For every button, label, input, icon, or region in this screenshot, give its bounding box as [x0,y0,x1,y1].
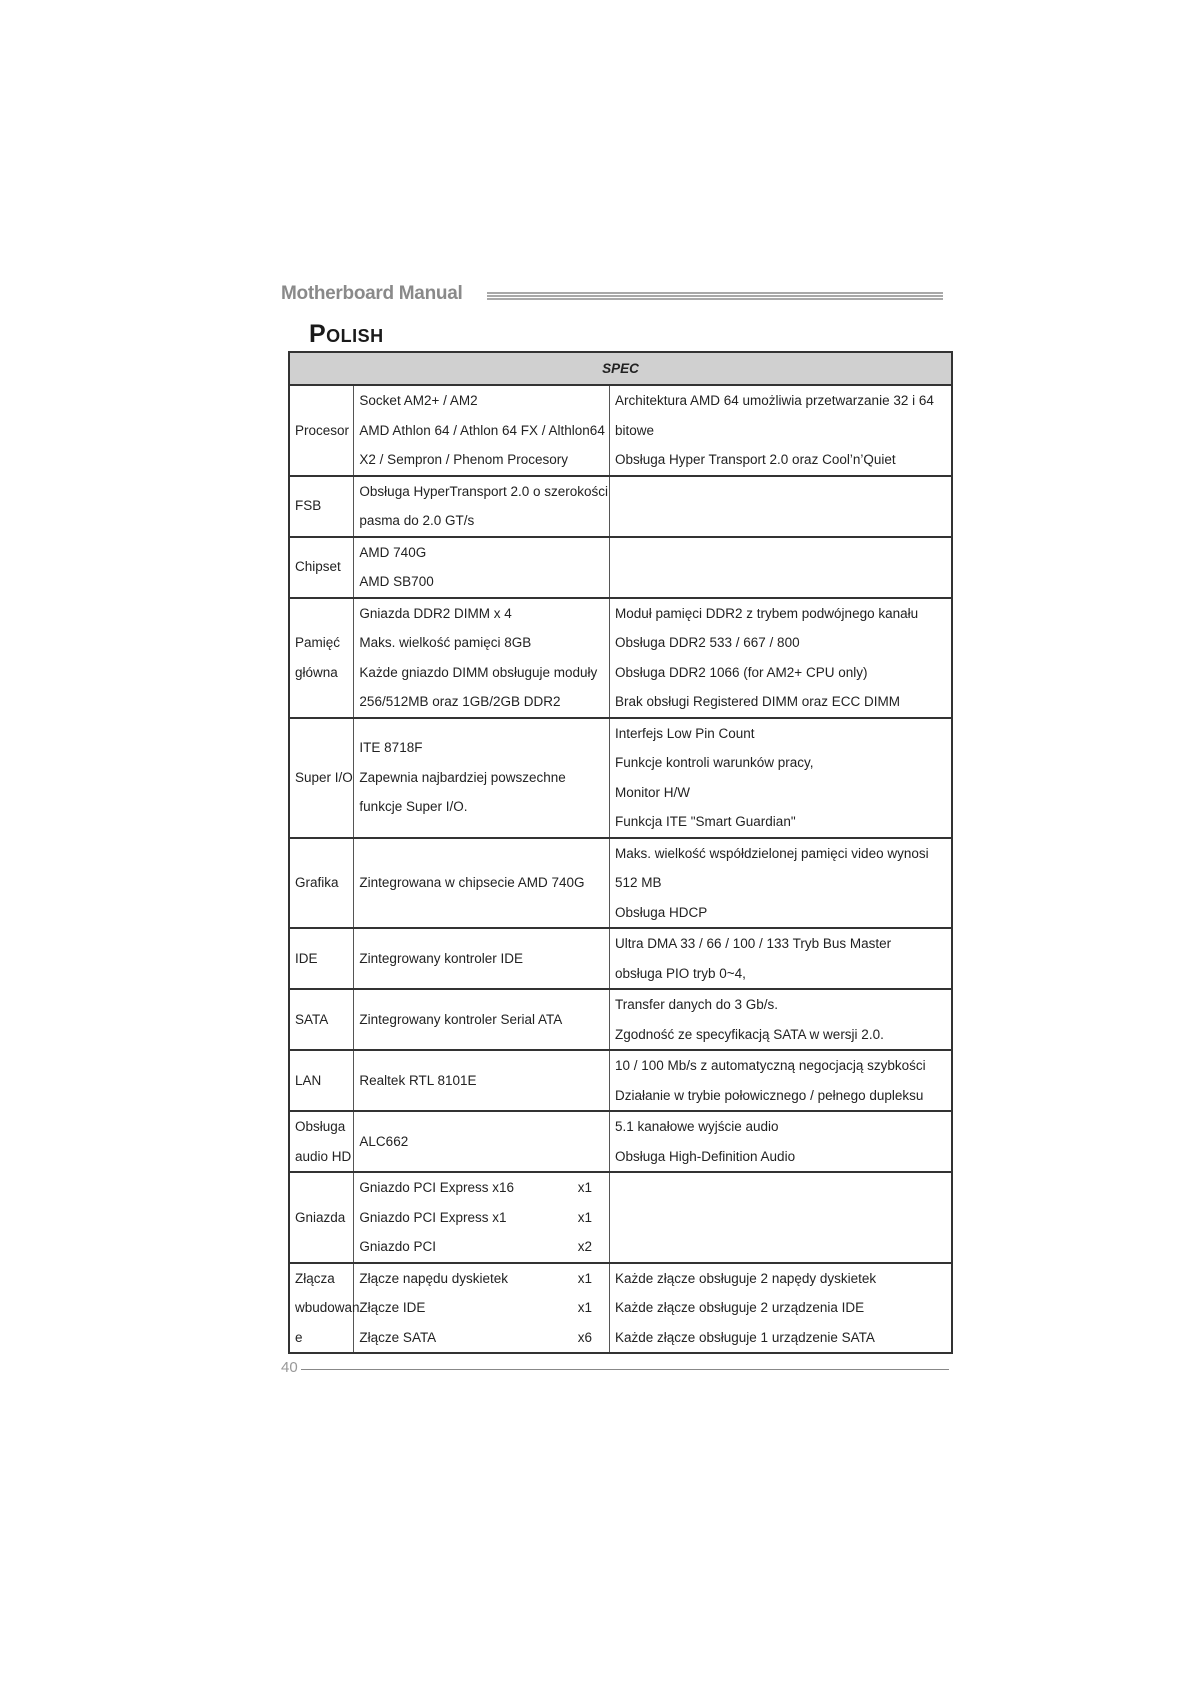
spec-label-line: Obsługa [295,1119,346,1134]
spec-item-qty: x6 [577,1329,592,1345]
spec-feature-cell [354,476,610,537]
spec-detail-line: Funkcja ITE "Smart Guardian" [614,814,796,829]
spec-feature-line: Gniazda DDR2 DIMM x 4 [359,605,512,621]
spec-feature-line: Maks. wielkość pamięci 8GB [359,635,532,650]
spec-feature-cell [354,718,610,838]
spec-detail-line: Brak obsługi Registered DIMM oraz ECC DIMM [614,694,901,709]
spec-detail-line: Obsługa Hyper Transport 2.0 oraz Cool’n’Quiet [614,452,896,467]
spec-label-line: audio HD [295,1148,352,1164]
spec-label-line: LAN [295,1072,322,1088]
spec-heading: SPEC [289,352,952,385]
spec-item-qty: x1 [577,1209,592,1225]
spec-label-line: Chipset [295,559,341,575]
spec-detail-line: Każde złącze obsługuje 1 urządzenie SATA [614,1329,875,1345]
spec-detail-cell [609,1263,952,1354]
spec-feature-cell [354,1172,610,1263]
spec-label-line: e [295,1329,303,1345]
spec-body [289,385,952,1353]
spec-item-name: Gniazdo PCI Express x16 [359,1180,514,1195]
spec-row [289,598,952,718]
spec-feature-line: Zintegrowany kontroler IDE [359,950,523,966]
spec-feature-cell [354,838,610,929]
spec-row [289,476,952,537]
spec-item [359,1293,604,1323]
spec-detail-line: 512 MB [614,875,662,890]
spec-label-cell [289,838,354,929]
spec-feature-line: AMD SB700 [359,574,434,589]
spec-detail-cell [609,1111,952,1172]
spec-detail-line: Moduł pamięci DDR2 z trybem podwójnego kanału [614,605,919,621]
spec-label-line: Gniazda [295,1209,346,1225]
spec-detail-line: Ultra DMA 33 / 66 / 100 / 133 Tryb Bus Master [614,936,892,951]
spec-feature-line: Realtek RTL 8101E [359,1072,477,1088]
spec-feature-cell [354,989,610,1050]
spec-row [289,1111,952,1172]
spec-label-cell [289,476,354,537]
spec-row [289,838,952,929]
spec-label-line: Grafika [295,875,339,890]
spec-feature-cell [354,1050,610,1111]
spec-row [289,718,952,838]
spec-detail-line: Obsługa DDR2 533 / 667 / 800 [614,635,800,650]
spec-label-cell [289,385,354,476]
spec-label-cell [289,598,354,718]
spec-feature-line: Obsługa HyperTransport 2.0 o szerokości [359,483,609,499]
spec-detail-line: obsługa PIO tryb 0~4, [614,965,746,981]
spec-detail-cell [609,1172,952,1263]
spec-row [289,1050,952,1111]
spec-row [289,928,952,989]
spec-feature-line: Socket AM2+ / AM2 [359,393,478,408]
spec-header-row [289,352,952,385]
spec-item-name: Gniazdo PCI Express x1 [359,1209,507,1225]
spec-feature-cell [354,1111,610,1172]
spec-item [359,1173,604,1203]
spec-detail-line: Każde złącze obsługuje 2 napędy dyskietek [614,1270,877,1286]
spec-detail-cell [609,989,952,1050]
spec-detail-line: 10 / 100 Mb/s z automatyczną negocjacją szybkości [614,1058,926,1073]
spec-detail-line: Interfejs Low Pin Count [614,725,755,741]
spec-row [289,1263,952,1354]
spec-feature-line: X2 / Sempron / Phenom Procesory [359,452,569,467]
spec-label-cell [289,1172,354,1263]
spec-detail-line: Obsługa HDCP [614,904,708,920]
spec-label-line: IDE [295,950,318,966]
spec-detail-line: Maks. wielkość współdzielonej pamięci video wynosi [614,845,929,861]
spec-detail-line: Każde złącze obsługuje 2 urządzenia IDE [614,1300,865,1315]
spec-detail-line: Monitor H/W [614,784,690,800]
spec-detail-cell [609,838,952,929]
spec-feature-cell [354,1263,610,1354]
spec-item-name: Złącze SATA [359,1329,437,1345]
spec-feature-line: pasma do 2.0 GT/s [359,513,475,528]
spec-item [359,1323,604,1353]
spec-label-line: SATA [295,1011,329,1027]
spec-detail-line: Transfer danych do 3 Gb/s. [614,997,779,1012]
spec-detail-cell [609,928,952,989]
spec-detail-line: 5.1 kanałowe wyjście audio [614,1119,779,1134]
spec-item-name: Gniazdo PCI [359,1239,436,1254]
spec-feature-line: ALC662 [359,1133,409,1149]
spec-item-qty: x2 [577,1239,592,1254]
spec-label-cell [289,928,354,989]
spec-feature-line: Zapewnia najbardziej powszechne [359,769,566,785]
spec-item-name: Złącze napędu dyskietek [359,1270,509,1286]
spec-row [289,989,952,1050]
spec-detail-line: Zgodność ze specyfikacją SATA w wersji 2.0. [614,1026,884,1042]
spec-item [359,1232,604,1262]
spec-feature-line: ITE 8718F [359,740,423,756]
spec-label-line: FSB [295,498,322,514]
spec-label-line: Pamięć [295,635,341,650]
spec-label-cell [289,537,354,598]
spec-label-cell [289,1111,354,1172]
spec-detail-cell [609,598,952,718]
spec-label-cell [289,989,354,1050]
spec-feature-line: Każde gniazdo DIMM obsługuje moduły [359,664,598,680]
spec-feature-line: 256/512MB oraz 1GB/2GB DDR2 [359,694,561,709]
spec-feature-line: Zintegrowany kontroler Serial ATA [359,1011,563,1027]
spec-label-line: główna [295,664,338,680]
spec-detail-cell [609,1050,952,1111]
spec-item-qty: x1 [577,1180,592,1195]
spec-detail-cell [609,537,952,598]
spec-item-name: Złącze IDE [359,1300,426,1315]
spec-row [289,385,952,476]
spec-item [359,1203,604,1233]
spec-feature-line: AMD 740G [359,544,427,560]
spec-feature-cell [354,928,610,989]
spec-detail-line: Obsługa DDR2 1066 (for AM2+ CPU only) [614,664,868,680]
spec-item [359,1264,604,1294]
spec-label-cell [289,718,354,838]
spec-detail-line: Funkcje kontroli warunków pracy, [614,755,814,770]
page-number: 40 [281,1359,298,1376]
spec-item-qty: x1 [577,1300,592,1315]
spec-label-cell [289,1050,354,1111]
footer-rule [301,1369,949,1370]
spec-label-line: Super I/O [295,769,353,785]
spec-feature-cell [354,385,610,476]
spec-feature-line: AMD Athlon 64 / Athlon 64 FX / Althlon64 [359,422,605,438]
spec-detail-cell [609,718,952,838]
spec-item-qty: x1 [577,1270,592,1286]
spec-detail-line: bitowe [614,422,654,438]
spec-feature-line: funkcje Super I/O. [359,799,468,815]
spec-detail-cell [609,385,952,476]
spec-row [289,537,952,598]
spec-feature-line: Zintegrowana w chipsecie AMD 740G [359,875,585,890]
spec-label-line: wbudowan [295,1300,360,1315]
manual-title: Motherboard Manual [281,283,463,304]
spec-row [289,1172,952,1263]
header-rule [487,292,943,301]
spec-label-cell [289,1263,360,1354]
spec-detail-line: Obsługa High-Definition Audio [614,1148,796,1164]
section-title: Polish [309,320,384,348]
spec-table [288,351,953,1354]
spec-detail-line: Architektura AMD 64 umożliwia przetwarzanie 32 i 64 [614,393,934,408]
spec-detail-line: Działanie w trybie połowicznego / pełnego dupleksu [614,1087,924,1103]
spec-feature-cell [354,598,610,718]
spec-label-line: Złącza [295,1270,335,1286]
spec-detail-cell [609,476,952,537]
spec-label-line: Procesor [295,422,350,438]
spec-feature-cell [354,537,610,598]
